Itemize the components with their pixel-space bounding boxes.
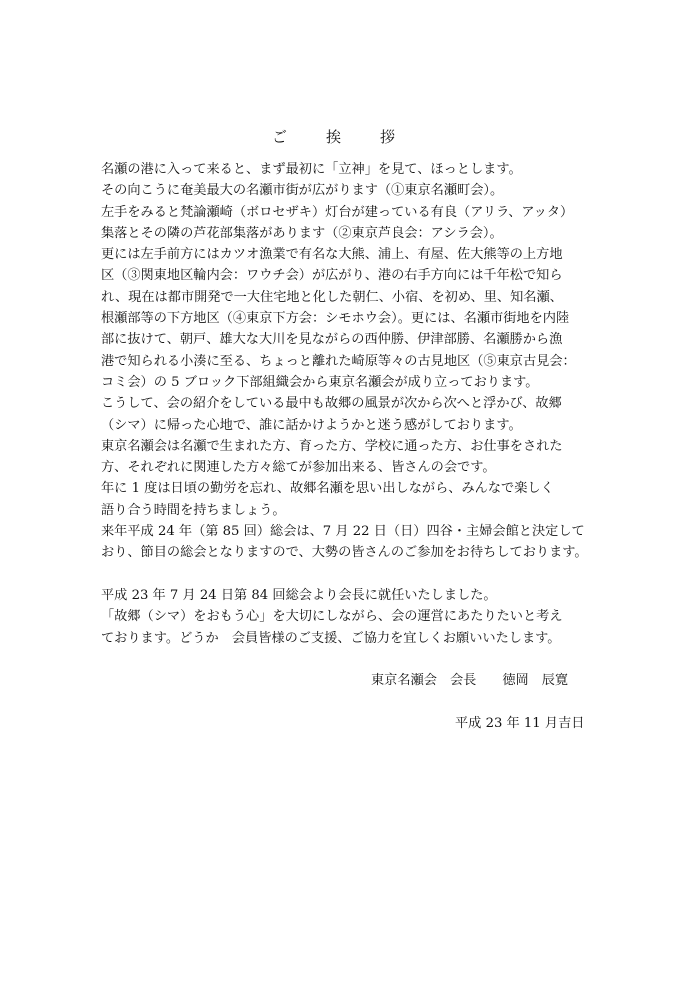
closing-line: ております。どうか 会員皆様のご支援、ご協力を宜しくお願いいたします。 (101, 630, 561, 646)
text-line: （シマ）に帰った心地で、誰に話かけようかと迷う感がしております。 (101, 417, 522, 433)
signature-org: 東京名瀬会 (371, 673, 437, 688)
text-line: 集落とその隣の芦花部集落があります（②東京芦良会：アシラ会）。 (101, 225, 503, 241)
text-line: 来年平成 24 年（第 85 回）総会は、7 月 22 日（日）四谷・主婦会館と決定して (101, 524, 585, 540)
text-line: おり、節目の総会となりますので、大勢の皆さんのご参加をお待ちしております。 (101, 545, 588, 561)
text-line: 方、それぞれに関連した方々総てが参加出来る、皆さんの会です。 (101, 460, 496, 476)
closing-line: 平成 23 年 7 月 24 日第 84 回総会より会長に就任いたしました。 (101, 587, 497, 603)
text-line: こうして、会の紹介をしている最中も故郷の風景が次から次へと浮かび、故郷 (101, 396, 562, 412)
greeting-body (101, 159, 641, 649)
text-line: 区（③関東地区輪内会：ワウチ会）が広がり、港の右手方向には千年松で知ら (101, 268, 563, 284)
text-line: 東京名瀬会は名瀬で生まれた方、育った方、学校に通った方、お仕事をされた (101, 438, 563, 454)
page-title: ご 挨 拶 (272, 128, 408, 146)
signature (371, 669, 568, 688)
text-line: 部に抜けて、朝戸、雄大な大川を見ながらの西仲勝、伊津部勝、名瀬勝から漁 (101, 332, 563, 348)
text-line: 更には左手前方にはカツオ漁業で有名な大熊、浦上、有屋、佐大熊等の上方地 (101, 247, 563, 263)
text-line: 左手をみると梵論瀬崎（ボロセザキ）灯台が建っている有良（アリラ、アッタ） (101, 204, 574, 220)
text-line: その向こうに奄美最大の名瀬市街が広がります（①東京名瀬町会）。 (101, 183, 504, 199)
text-line: 港で知られる小湊に至る、ちょっと離れた崎原等々の古見地区（⑤東京古見会： (101, 353, 576, 369)
text-line: 語り合う時間を持ちましょう。 (101, 502, 286, 518)
closing-line: 「故郷（シマ）をおもう心」を大切にしながら、会の運営にあたりたいと考え (101, 609, 563, 625)
text-line: 名瀬の港に入って来ると、まず最初に「立神」を見て、ほっとします。 (101, 162, 522, 177)
text-line: れ、現在は都市開発で一大住宅地と化した朝仁、小宿、を初め、里、知名瀬、 (101, 289, 563, 305)
text-line: 根瀬部等の下方地区（④東京下方会：シモホウ会）。更には、名瀬市街地を内陸 (101, 311, 570, 327)
paragraph-gap (101, 564, 641, 585)
signature-surname: 徳岡 (502, 673, 529, 688)
signature-role: 会長 (449, 673, 477, 688)
issue-date: 平成 23 年 11 月吉日 (455, 716, 585, 731)
text-line: 年に 1 度は日頃の勤労を忘れ、故郷名瀬を思い出しながら、みんなで楽しく (101, 481, 554, 497)
text-line: コミ会）の 5 ブロック下部組織会から東京名瀬会が成り立っております。 (101, 374, 539, 390)
signature-given-name: 辰寛 (541, 673, 569, 688)
